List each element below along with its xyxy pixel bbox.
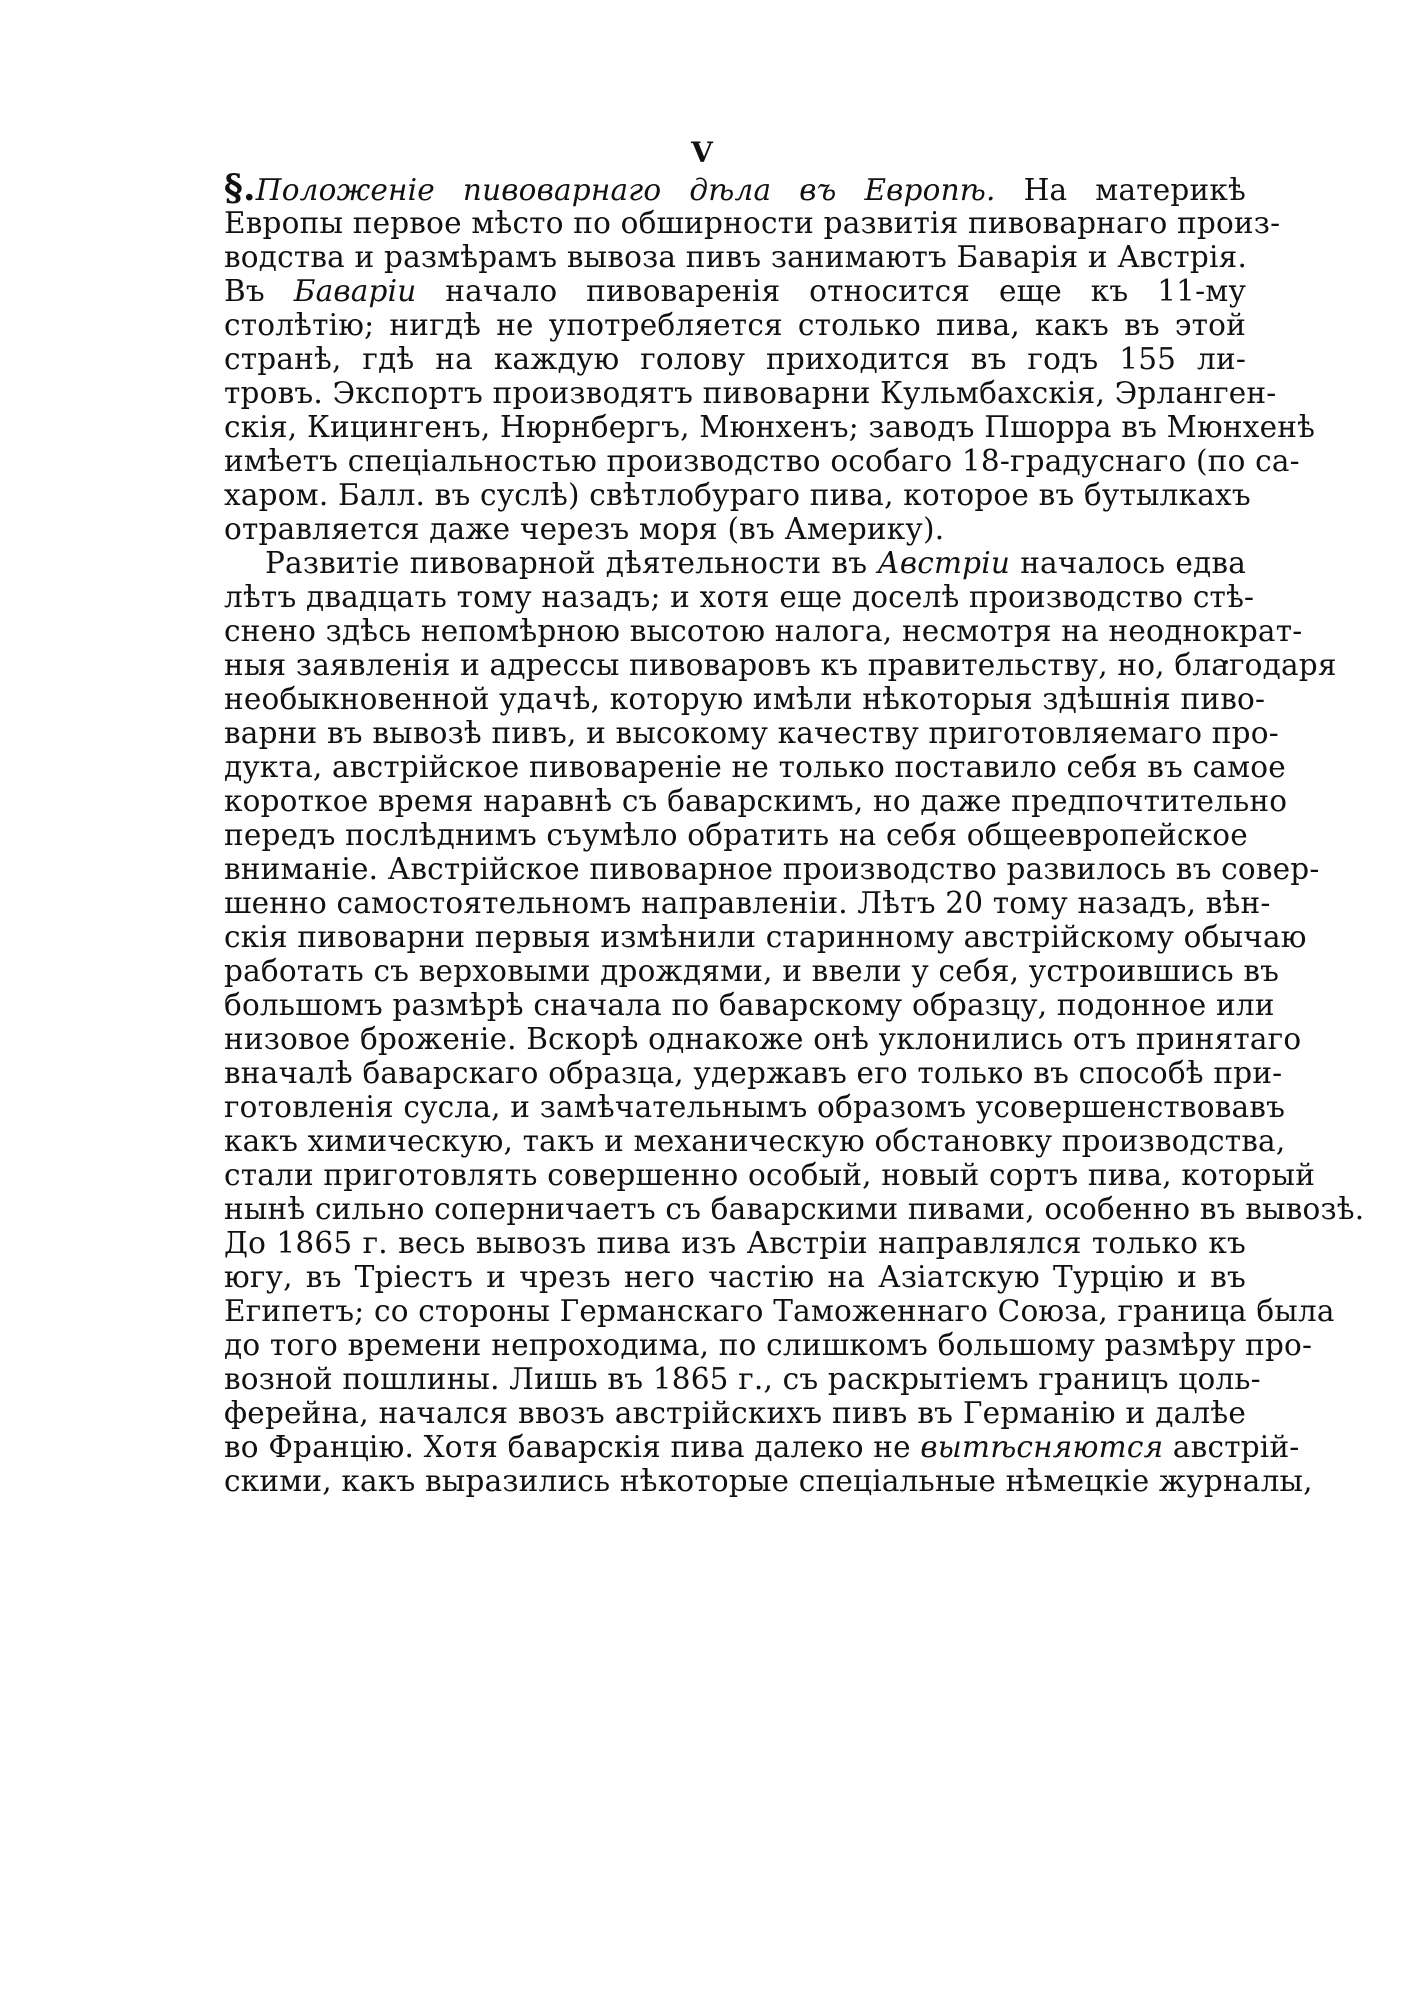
- text-line: какъ химическую, такъ и механическую обстановку производства,: [224, 1124, 1286, 1158]
- italic-term: Австріи: [877, 546, 1011, 580]
- text-line: тровъ. Экспортъ производятъ пивоварни Кульмбахскія, Эрлангeн-: [224, 376, 1277, 410]
- text-line: необыкновенной удачѣ, которую имѣли нѣкоторыя здѣшнія пиво-: [224, 682, 1266, 716]
- text-line: отравляется даже черезъ моря (въ Америку).: [224, 512, 945, 546]
- text-line: низовое броженіе. Вскорѣ однакоже онѣ уклонились отъ принятаго: [224, 1022, 1302, 1056]
- text-line: дукта, австрійское пивовареніе не только поставило себя въ самое: [224, 750, 1286, 784]
- text-line: ферейна, начался ввозъ австрійскихъ пивъ въ Германію и далѣе: [224, 1396, 1246, 1430]
- page-number: V: [691, 136, 713, 169]
- text-line: до того времени непроходима, по слишкомъ большому размѣру про-: [224, 1328, 1313, 1362]
- text-line: снено здѣсь непомѣрною высотою налога, несмотря на неоднократ-: [224, 614, 1303, 648]
- text-line: Египетъ; со стороны Германскаго Таможеннаго Союза, граница была: [224, 1294, 1335, 1328]
- text-line: короткое время наравнѣ съ баварскимъ, но даже предпочтительно: [224, 784, 1288, 818]
- text-fragment: австрій-: [1163, 1430, 1300, 1464]
- text-fragment: На материкѣ: [995, 173, 1246, 207]
- text-line: До 1865 г. весь вывозъ пива изъ Австріи направлялся только къ: [224, 1226, 1246, 1260]
- text-line: столѣтію; нигдѣ не употребляется столько пива, какъ въ этой: [224, 308, 1246, 342]
- text-line: скія пивоварни первыя измѣнили старинному австрійскому обычаю: [224, 920, 1307, 954]
- text-fragment: начало пивоваренія относится еще къ 11-му: [416, 274, 1246, 308]
- text-fragment: во Францію. Хотя баварскія пива далеко не: [224, 1430, 921, 1464]
- text-fragment: Развитіе пивоварной дѣятельности въ: [265, 546, 878, 580]
- text-line: имѣетъ спеціальностью производство особаго 18-градуснаго (по са-: [224, 444, 1300, 478]
- text-line: большомъ размѣрѣ сначала по баварскому образцу, подонное или: [224, 988, 1275, 1022]
- text-line: нынѣ сильно соперничаетъ съ баварскими пивами, особенно въ вывозѣ.: [224, 1192, 1365, 1226]
- text-fragment: Въ: [224, 274, 294, 308]
- text-line: харом. Балл. въ суслѣ) свѣтлобураго пива, которое въ бутылкахъ: [224, 478, 1251, 512]
- text-line: Европы первое мѣсто по обширности развитія пивоварнаго произ-: [224, 206, 1281, 240]
- text-line: вниманіе. Австрійское пивоварное производство развилось въ совер-: [224, 852, 1320, 886]
- text-line: скими, какъ выразились нѣкоторые спеціальные нѣмецкіе журналы,: [224, 1464, 1313, 1498]
- text-line: югу, въ Тріестъ и чрезъ него частію на Азіатскую Турцію и въ: [224, 1260, 1246, 1294]
- text-line: скія, Кицингенъ, Нюрнбергъ, Мюнхенъ; заводъ Пшорра въ Мюнхенѣ: [224, 410, 1316, 444]
- text-line: лѣтъ двадцать тому назадъ; и хотя еще доселѣ производство стѣ-: [224, 580, 1255, 614]
- text-line: странѣ, гдѣ на каждую голову приходится въ годъ 155 ли-: [224, 342, 1246, 376]
- text-line: готовленія сусла, и замѣчательнымъ образомъ усовершенствовавъ: [224, 1090, 1286, 1124]
- text-line: передъ послѣднимъ съумѣло обратить на себя общеевропейское: [224, 818, 1248, 852]
- text-fragment: началось едва: [1010, 546, 1246, 580]
- italic-term: Баваріи: [293, 274, 417, 308]
- italic-term: вытѣсняются: [920, 1430, 1164, 1464]
- text-line: водства и размѣрамъ вывоза пивъ занимаютъ Баварія и Австрія.: [224, 240, 1248, 274]
- text-line: варни въ вывозѣ пивъ, и высокому качеству приготовляемаго про-: [224, 716, 1279, 750]
- text-line: работать съ верховыми дрождями, и ввели у себя, устроившись въ: [224, 954, 1280, 988]
- text-line: возной пошлины. Лишь въ 1865 г., съ раскрытіемъ границъ цоль-: [224, 1362, 1261, 1396]
- text-line: шенно самостоятельномъ направленіи. Лѣтъ 20 тому назадъ, вѣн-: [224, 886, 1271, 920]
- text-line: вначалѣ баварскаго образца, удержавъ его только въ способѣ при-: [224, 1056, 1283, 1090]
- text-line: стали приготовлять совершенно особый, новый сортъ пива, который: [224, 1158, 1316, 1192]
- section-title: Положеніе пивоварнаго дѣла въ Европѣ.: [255, 173, 996, 207]
- section-sign: §.: [224, 167, 256, 209]
- text-line: ныя заявленія и адрессы пивоваровъ къ правительству, но, благодаря: [224, 648, 1337, 682]
